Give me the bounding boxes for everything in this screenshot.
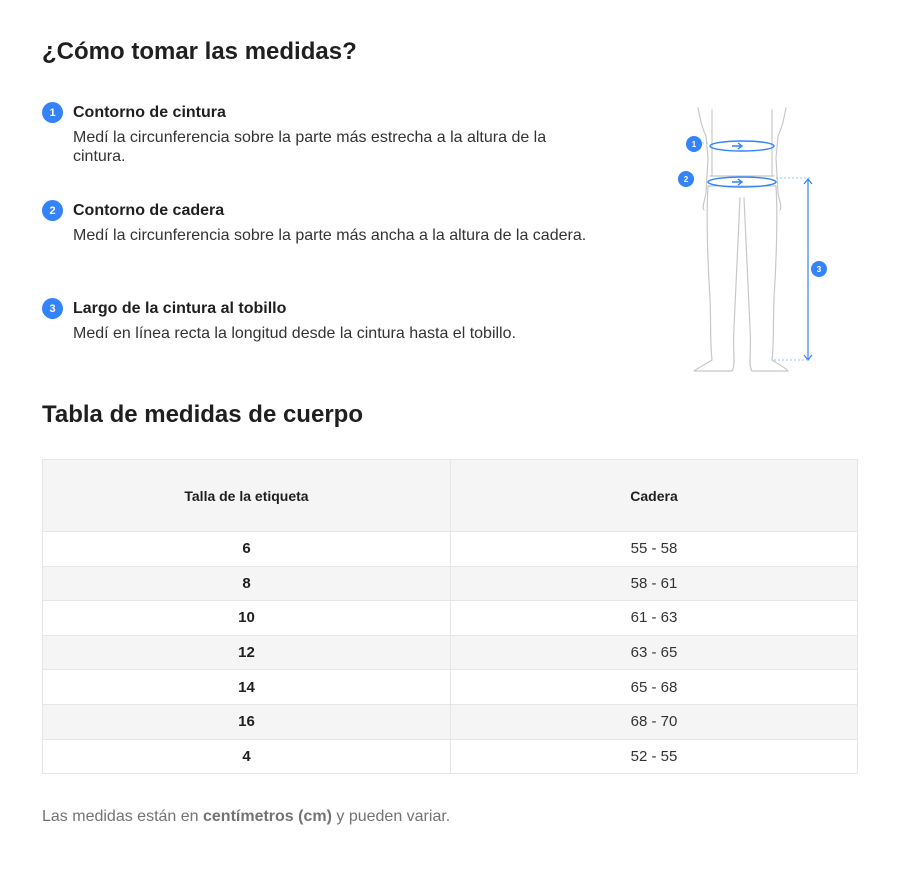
step-description: Medí la circunferencia sobre la parte más estrecha a la altura de la cintura. [73, 129, 547, 165]
hip-cell: 58 - 61 [451, 566, 858, 601]
footnote-suffix: y pueden variar. [336, 808, 451, 825]
size-cell: 16 [43, 704, 451, 739]
size-cell: 4 [43, 739, 451, 774]
hip-cell: 52 - 55 [451, 739, 858, 774]
hip-arrow-icon [732, 179, 742, 185]
hip-cell: 61 - 63 [451, 601, 858, 636]
step-hip [42, 200, 602, 245]
page-title: ¿Cómo tomar las medidas? [42, 38, 357, 65]
left-leg-outline [707, 186, 712, 360]
size-cell: 6 [43, 532, 451, 567]
right-arm-outline [776, 108, 786, 210]
footnote [42, 808, 450, 826]
hip-cell: 65 - 68 [451, 670, 858, 705]
body-measurement-figure [668, 98, 838, 378]
right-leg-outline [772, 186, 777, 360]
size-table [42, 459, 858, 774]
step-length [42, 298, 602, 343]
step-number-badge: 2 [42, 200, 63, 221]
table-row [43, 601, 858, 636]
marker-1-label: 1 [691, 140, 697, 149]
hip-cell: 55 - 58 [451, 532, 858, 567]
table-row [43, 566, 858, 601]
size-cell: 10 [43, 601, 451, 636]
step-description: Medí en línea recta la longitud desde la cintura hasta el tobillo. [73, 325, 516, 342]
table-header-row [43, 460, 858, 532]
size-cell: 14 [43, 670, 451, 705]
marker-2-label: 2 [683, 175, 689, 184]
hip-cell: 68 - 70 [451, 704, 858, 739]
step-waist [42, 102, 602, 166]
size-cell: 8 [43, 566, 451, 601]
header-hip: Cadera [451, 460, 858, 532]
footnote-prefix: Las medidas están en [42, 808, 199, 825]
table-title: Tabla de medidas de cuerpo [42, 401, 363, 428]
table-row [43, 670, 858, 705]
step-description: Medí la circunferencia sobre la parte más ancha a la altura de la cadera. [73, 227, 587, 244]
waist-arrow-icon [732, 143, 742, 149]
table-row [43, 532, 858, 567]
step-number-badge: 1 [42, 102, 63, 123]
marker-3-label: 3 [816, 265, 822, 274]
table-row [43, 739, 858, 774]
header-size: Talla de la etiqueta [43, 460, 451, 532]
left-foot-outline [694, 360, 734, 371]
table-row [43, 635, 858, 670]
size-cell: 12 [43, 635, 451, 670]
step-number-badge: 3 [42, 298, 63, 319]
step-title: Largo de la cintura al tobillo [73, 299, 287, 317]
right-foot-outline [750, 360, 788, 371]
table-row [43, 704, 858, 739]
step-title: Contorno de cintura [73, 103, 226, 121]
step-title: Contorno de cadera [73, 201, 225, 219]
hip-cell: 63 - 65 [451, 635, 858, 670]
left-arm-outline [698, 108, 708, 210]
footnote-unit: centímetros (cm) [203, 808, 332, 825]
